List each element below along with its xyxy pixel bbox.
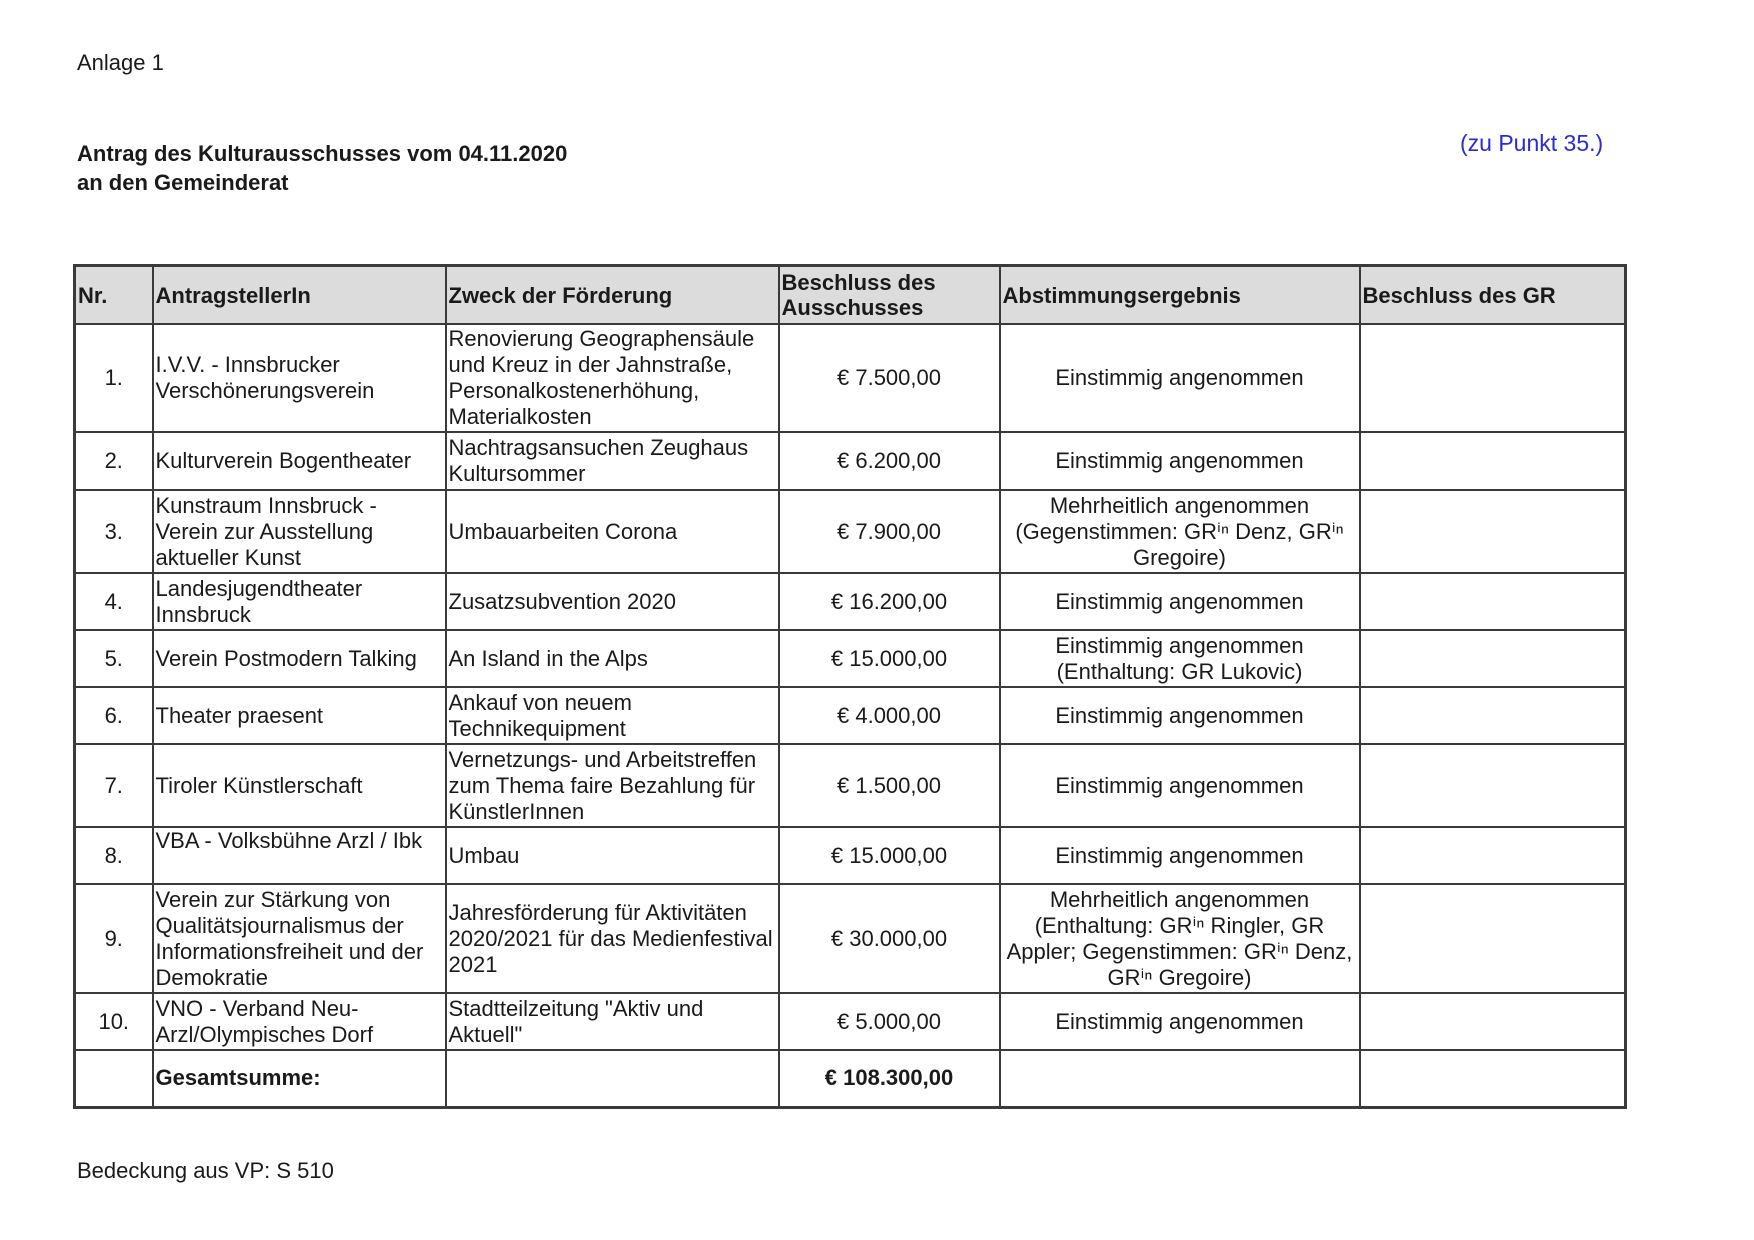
column-header-beschluss-gr: Beschluss des GR [1360,266,1626,325]
total-row [75,1050,1626,1107]
table-header-row [75,266,1626,325]
row-antragsteller: Verein Postmodern Talking [153,630,446,687]
row-abstimmung: Einstimmig angenommen [1000,324,1360,432]
row-beschluss-gr [1360,884,1626,993]
total-abstimmung-empty [1000,1050,1360,1107]
row-antragsteller: Theater praesent [153,687,446,744]
row-abstimmung: Einstimmig angenommen [1000,687,1360,744]
row-antragsteller: Kulturverein Bogentheater [153,432,446,490]
row-zweck: Nachtragsansuchen Zeughaus Kultursommer [446,432,779,490]
table-row [75,884,1626,993]
row-zweck: An Island in the Alps [446,630,779,687]
row-betrag: € 6.200,00 [779,432,1000,490]
total-nr-empty [75,1050,153,1107]
column-header-beschluss-ausschuss: Beschluss des Ausschusses [779,266,1000,325]
row-betrag: € 7.500,00 [779,324,1000,432]
row-betrag: € 7.900,00 [779,490,1000,573]
row-abstimmung: Einstimmig angenommen [1000,827,1360,884]
row-antragsteller: I.V.V. - Innsbrucker Verschönerungsverein [153,324,446,432]
row-beschluss-gr [1360,630,1626,687]
row-nr: 2. [75,432,153,490]
row-beschluss-gr [1360,744,1626,827]
column-header-nr: Nr. [75,266,153,325]
row-antragsteller: Landesjugendtheater Innsbruck [153,573,446,630]
row-antragsteller: Kunstraum Innsbruck - Verein zur Ausstellung aktueller Kunst [153,490,446,573]
row-nr: 3. [75,490,153,573]
document-heading [77,139,567,197]
row-nr: 9. [75,884,153,993]
column-header-zweck: Zweck der Förderung [446,266,779,325]
row-zweck: Renovierung Geographensäule und Kreuz in der Jahnstraße, Personalkostenerhöhung, Materialkosten [446,324,779,432]
row-betrag: € 30.000,00 [779,884,1000,993]
row-zweck: Zusatzsubvention 2020 [446,573,779,630]
row-beschluss-gr [1360,432,1626,490]
row-nr: 4. [75,573,153,630]
row-zweck: Umbau [446,827,779,884]
table-row [75,573,1626,630]
heading-line-1: Antrag des Kulturausschusses vom 04.11.2020 [77,141,568,166]
table-row [75,744,1626,827]
heading-line-2: an den Gemeinderat [77,170,289,195]
total-sum: € 108.300,00 [779,1050,1000,1107]
row-zweck: Vernetzungs- und Arbeitstreffen zum Thema faire Bezahlung für KünstlerInnen [446,744,779,827]
column-header-abstimmung: Abstimmungsergebnis [1000,266,1360,325]
row-antragsteller: VNO - Verband Neu-Arzl/Olympisches Dorf [153,993,446,1050]
agenda-reference: (zu Punkt 35.) [1460,130,1604,156]
table-row [75,490,1626,573]
row-abstimmung: Einstimmig angenommen [1000,744,1360,827]
row-abstimmung: Einstimmig angenommen (Enthaltung: GR Lukovic) [1000,630,1360,687]
table-row [75,687,1626,744]
table-row [75,827,1626,884]
row-antragsteller: VBA - Volksbühne Arzl / Ibk [153,827,446,884]
row-zweck: Umbauarbeiten Corona [446,490,779,573]
row-abstimmung: Einstimmig angenommen [1000,993,1360,1050]
table-row [75,993,1626,1050]
row-betrag: € 4.000,00 [779,687,1000,744]
row-betrag: € 5.000,00 [779,993,1000,1050]
row-betrag: € 15.000,00 [779,630,1000,687]
row-zweck: Stadtteilzeitung "Aktiv und Aktuell" [446,993,779,1050]
column-header-antragsteller: AntragstellerIn [153,266,446,325]
total-label: Gesamtsumme: [153,1050,446,1107]
total-zweck-empty [446,1050,779,1107]
row-beschluss-gr [1360,324,1626,432]
row-betrag: € 15.000,00 [779,827,1000,884]
row-nr: 8. [75,827,153,884]
table-row [75,630,1626,687]
row-zweck: Jahresförderung für Aktivitäten 2020/2021 für das Medienfestival 2021 [446,884,779,993]
attachment-label: Anlage 1 [77,50,164,75]
row-zweck: Ankauf von neuem Technikequipment [446,687,779,744]
funding-table [73,264,1627,1109]
row-nr: 10. [75,993,153,1050]
funding-coverage-note: Bedeckung aus VP: S 510 [77,1158,334,1183]
row-antragsteller: Tiroler Künstlerschaft [153,744,446,827]
row-abstimmung: Mehrheitlich angenommen (Gegenstimmen: GRⁱⁿ Denz, GRⁱⁿ Gregoire) [1000,490,1360,573]
row-antragsteller: Verein zur Stärkung von Qualitätsjournalismus der Informationsfreiheit und der Demokratie [153,884,446,993]
row-nr: 1. [75,324,153,432]
total-beschluss-gr-empty [1360,1050,1626,1107]
row-nr: 6. [75,687,153,744]
table-row [75,324,1626,432]
row-abstimmung: Einstimmig angenommen [1000,573,1360,630]
row-abstimmung: Einstimmig angenommen [1000,432,1360,490]
row-beschluss-gr [1360,687,1626,744]
table-row [75,432,1626,490]
row-beschluss-gr [1360,573,1626,630]
row-beschluss-gr [1360,993,1626,1050]
row-beschluss-gr [1360,490,1626,573]
row-nr: 5. [75,630,153,687]
row-nr: 7. [75,744,153,827]
row-betrag: € 16.200,00 [779,573,1000,630]
row-abstimmung: Mehrheitlich angenommen (Enthaltung: GRⁱⁿ Ringler, GR Appler; Gegenstimmen: GRⁱⁿ Denz, GRⁱⁿ Gregoire) [1000,884,1360,993]
row-betrag: € 1.500,00 [779,744,1000,827]
row-beschluss-gr [1360,827,1626,884]
